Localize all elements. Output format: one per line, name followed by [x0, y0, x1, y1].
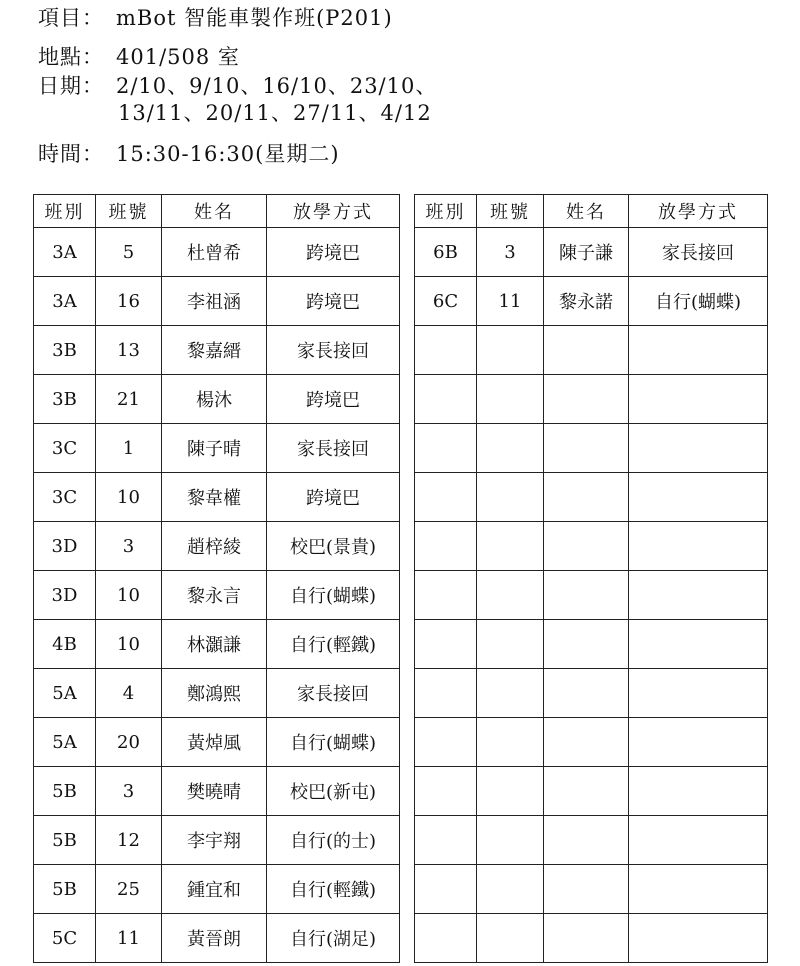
cell-dismissal-method: 家長接回: [267, 326, 400, 375]
cell-class-number: 20: [96, 718, 162, 767]
cell-dismissal-method: 跨境巴: [267, 473, 400, 522]
header-class: 班別: [415, 195, 477, 228]
cell-student-name: 趙梓綾: [162, 522, 267, 571]
cell-class-number: 10: [96, 620, 162, 669]
cell-class: [415, 522, 477, 571]
header-class: 班別: [34, 195, 96, 228]
cell-class-number: 1: [96, 424, 162, 473]
cell-dismissal-method: 跨境巴: [267, 228, 400, 277]
cell-student-name: [544, 375, 629, 424]
cell-class: 5C: [34, 914, 96, 963]
cell-class: [415, 326, 477, 375]
cell-dismissal-method: 自行(輕鐵): [267, 865, 400, 914]
course-title: [38, 6, 393, 30]
cell-student-name: 林灝謙: [162, 620, 267, 669]
cell-dismissal-method: 自行(蝴蝶): [629, 277, 768, 326]
cell-student-name: 李祖涵: [162, 277, 267, 326]
cell-class: 5B: [34, 865, 96, 914]
cell-dismissal-method: [629, 914, 768, 963]
table-row: [415, 669, 768, 718]
cell-student-name: [544, 522, 629, 571]
table-row: [34, 620, 400, 669]
cell-class-number: [477, 424, 544, 473]
cell-dismissal-method: 自行(的士): [267, 816, 400, 865]
cell-student-name: 黃晉朗: [162, 914, 267, 963]
cell-student-name: 黎永言: [162, 571, 267, 620]
cell-class-number: [477, 816, 544, 865]
cell-dismissal-method: 自行(蝴蝶): [267, 718, 400, 767]
table-row: [34, 669, 400, 718]
cell-dismissal-method: 校巴(新屯): [267, 767, 400, 816]
cell-class-number: [477, 914, 544, 963]
cell-class: [415, 816, 477, 865]
cell-dismissal-method: 家長接回: [629, 228, 768, 277]
cell-student-name: 黎永諾: [544, 277, 629, 326]
cell-class-number: [477, 620, 544, 669]
cell-class-number: 12: [96, 816, 162, 865]
cell-student-name: [544, 767, 629, 816]
cell-class-number: 11: [96, 914, 162, 963]
cell-class-number: [477, 767, 544, 816]
course-title-label: 項目：: [38, 6, 104, 30]
cell-class: 3D: [34, 522, 96, 571]
table-row: [34, 522, 400, 571]
cell-class-number: [477, 865, 544, 914]
cell-class: [415, 375, 477, 424]
cell-class-number: [477, 375, 544, 424]
table-row: [34, 424, 400, 473]
cell-dismissal-method: 家長接回: [267, 669, 400, 718]
cell-class: 3A: [34, 277, 96, 326]
student-roster-right: [414, 194, 768, 963]
cell-dismissal-method: [629, 767, 768, 816]
table-row: [34, 228, 400, 277]
cell-dismissal-method: [629, 326, 768, 375]
cell-class-number: 3: [96, 767, 162, 816]
cell-class-number: 10: [96, 571, 162, 620]
cell-dismissal-method: 自行(蝴蝶): [267, 571, 400, 620]
cell-class-number: [477, 473, 544, 522]
table-row: [34, 718, 400, 767]
course-venue: [38, 45, 240, 69]
cell-class-number: [477, 522, 544, 571]
cell-class: 5A: [34, 669, 96, 718]
cell-class: 5B: [34, 816, 96, 865]
cell-student-name: 黎韋權: [162, 473, 267, 522]
cell-class-number: 3: [96, 522, 162, 571]
cell-class-number: 4: [96, 669, 162, 718]
cell-class-number: 11: [477, 277, 544, 326]
cell-dismissal-method: [629, 473, 768, 522]
table-row: [415, 277, 768, 326]
cell-student-name: 陳子謙: [544, 228, 629, 277]
table-row: [415, 473, 768, 522]
right-table-body: [415, 228, 768, 963]
cell-class-number: 5: [96, 228, 162, 277]
cell-class: 6B: [415, 228, 477, 277]
header-row: [415, 195, 768, 228]
cell-dismissal-method: 自行(輕鐵): [267, 620, 400, 669]
cell-student-name: 鄭鴻熙: [162, 669, 267, 718]
table-row: [415, 914, 768, 963]
cell-class: [415, 424, 477, 473]
cell-student-name: 鍾宜和: [162, 865, 267, 914]
cell-class: [415, 865, 477, 914]
cell-class: [415, 571, 477, 620]
cell-dismissal-method: 校巴(景貴): [267, 522, 400, 571]
cell-student-name: [544, 326, 629, 375]
cell-student-name: [544, 865, 629, 914]
table-row: [415, 816, 768, 865]
cell-dismissal-method: [629, 816, 768, 865]
cell-class: 5B: [34, 767, 96, 816]
cell-class: [415, 669, 477, 718]
cell-class-number: 13: [96, 326, 162, 375]
cell-student-name: 樊曉晴: [162, 767, 267, 816]
cell-class: [415, 914, 477, 963]
cell-dismissal-method: [629, 718, 768, 767]
cell-class: [415, 473, 477, 522]
cell-student-name: 李宇翔: [162, 816, 267, 865]
table-row: [415, 571, 768, 620]
course-dates-line2: 13/11、20/11、27/11、4/12: [118, 101, 432, 125]
course-time-value: 15:30-16:30(星期二): [116, 142, 340, 166]
course-time: [38, 142, 340, 166]
header-dismissal: 放學方式: [267, 195, 400, 228]
table-row: [34, 914, 400, 963]
cell-class: 6C: [415, 277, 477, 326]
cell-class-number: [477, 669, 544, 718]
cell-class-number: 21: [96, 375, 162, 424]
table-row: [415, 522, 768, 571]
cell-student-name: 黎嘉縉: [162, 326, 267, 375]
cell-dismissal-method: [629, 669, 768, 718]
table-row: [415, 865, 768, 914]
table-row: [415, 326, 768, 375]
course-title-value: mBot 智能車製作班(P201): [116, 6, 393, 30]
student-roster-left: [33, 194, 400, 963]
left-table-body: [34, 228, 400, 963]
header-dismissal: 放學方式: [629, 195, 768, 228]
course-dates-line1: 2/10、9/10、16/10、23/10、: [116, 74, 438, 98]
cell-class-number: [477, 718, 544, 767]
cell-dismissal-method: 跨境巴: [267, 277, 400, 326]
cell-student-name: [544, 669, 629, 718]
cell-student-name: 陳子晴: [162, 424, 267, 473]
cell-class-number: 10: [96, 473, 162, 522]
table-row: [34, 767, 400, 816]
cell-student-name: 杜曾希: [162, 228, 267, 277]
header-name: 姓名: [162, 195, 267, 228]
cell-student-name: [544, 571, 629, 620]
cell-class-number: 25: [96, 865, 162, 914]
cell-student-name: [544, 914, 629, 963]
cell-dismissal-method: [629, 571, 768, 620]
table-row: [415, 620, 768, 669]
cell-class-number: [477, 326, 544, 375]
course-venue-label: 地點：: [38, 45, 104, 69]
cell-class: 3A: [34, 228, 96, 277]
cell-student-name: 黃焯風: [162, 718, 267, 767]
cell-class-number: 3: [477, 228, 544, 277]
cell-dismissal-method: 自行(湖足): [267, 914, 400, 963]
cell-student-name: [544, 718, 629, 767]
table-row: [34, 816, 400, 865]
table-row: [415, 228, 768, 277]
table-row: [415, 767, 768, 816]
cell-dismissal-method: [629, 424, 768, 473]
header-class-number: 班號: [96, 195, 162, 228]
course-dates: [38, 74, 437, 98]
header-class-number: 班號: [477, 195, 544, 228]
cell-student-name: [544, 816, 629, 865]
cell-class: 3C: [34, 424, 96, 473]
table-row: [34, 326, 400, 375]
cell-dismissal-method: [629, 522, 768, 571]
cell-dismissal-method: 家長接回: [267, 424, 400, 473]
table-row: [34, 375, 400, 424]
table-row: [34, 277, 400, 326]
cell-class: 3D: [34, 571, 96, 620]
cell-class: [415, 718, 477, 767]
cell-class: 5A: [34, 718, 96, 767]
table-row: [34, 473, 400, 522]
cell-dismissal-method: [629, 620, 768, 669]
cell-class-number: [477, 571, 544, 620]
cell-class: 4B: [34, 620, 96, 669]
cell-class: [415, 620, 477, 669]
cell-class: 3B: [34, 375, 96, 424]
table-row: [415, 424, 768, 473]
table-row: [34, 865, 400, 914]
course-dates-label: 日期：: [38, 74, 104, 98]
table-row: [415, 375, 768, 424]
table-row: [34, 571, 400, 620]
cell-student-name: [544, 473, 629, 522]
cell-student-name: [544, 424, 629, 473]
cell-student-name: [544, 620, 629, 669]
course-time-label: 時間：: [38, 142, 104, 166]
cell-dismissal-method: [629, 865, 768, 914]
header-row: [34, 195, 400, 228]
cell-class: 3B: [34, 326, 96, 375]
table-row: [415, 718, 768, 767]
course-venue-value: 401/508 室: [116, 45, 240, 69]
header-name: 姓名: [544, 195, 629, 228]
cell-class: 3C: [34, 473, 96, 522]
cell-class: [415, 767, 477, 816]
cell-student-name: 楊沐: [162, 375, 267, 424]
cell-class-number: 16: [96, 277, 162, 326]
cell-dismissal-method: [629, 375, 768, 424]
cell-dismissal-method: 跨境巴: [267, 375, 400, 424]
